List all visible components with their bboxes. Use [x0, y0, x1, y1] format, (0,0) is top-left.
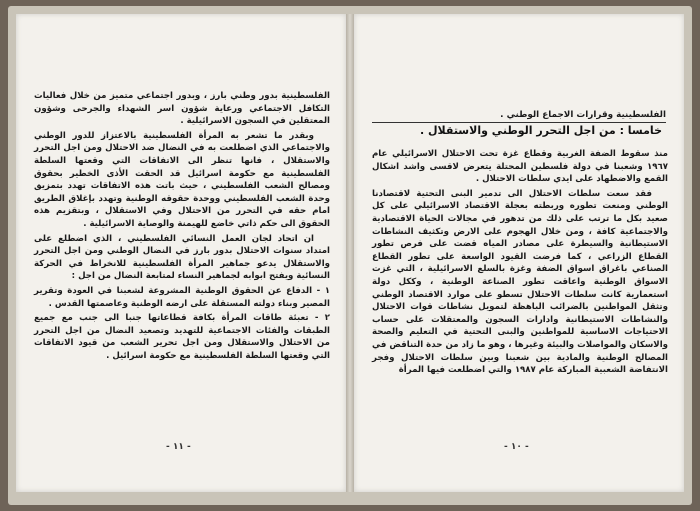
right-paragraph-2: فقد سعت سلطات الاحتلال الى تدمير البنى التحتية لاقتصادنا الوطني ومنعت تطوره وربطته بعجلة الاقتصاد الاسرائيلي على كل صعيد بكل ما ترتب على ذلك من تدهور في مجالات الحياة الاقتصادية والاجتماعية كافة ، ومن خلال الهجوم على الارض وتكثيف النشاطات الاستيطانية والسيطرة على مصادر المياه قضت على فرص تطور القطاع الزراعي ، كما فرضت القيود الواسعة على تطور القطاع الصناعي باغراق اسواق الضفة وغزة بالسلع الاسرائيلية ، التي غزت الاسواق الوطنية واعاقت تطور الصناعة الوطنية ، وككل دولة استعمارية كانت سلطات الاحتلال تسطو على موارد الاقتصاد الوطني وتثقل المواطنين بالضرائب الباهظة لتمويل نشاطات قوات الاحتلال والنشاطات الاستيطانية وادارات السجون والمعتقلات على حساب الاحتياجات الاساسية للمواطنين والبنى التحتية في التعليم والصحة والاسكان والمواصلات والبيئة وغيرها ، وهو ما زاد من حدة التناقض في المصالح الوطنية والمادية بين شعبنا وبين سلطات الاحتلال وفجر الانتفاضة الشعبية المباركة عام ١٩٨٧ والتي اضطلعت فيها المرأة: [372, 188, 668, 376]
right-page: [354, 14, 684, 492]
right-page-number: - ١٠ -: [504, 442, 529, 452]
left-list-item-1: ١ - الدفاع عن الحقوق الوطنية المشروعة لشعبنا في العودة وتقرير المصير وبناء دولته المستقلة على ارضه الوطنية وعاصمتها القدس .: [34, 285, 330, 309]
left-page: [16, 14, 346, 492]
section-title: خامسا : من اجل التحرر الوطني والاستقلال .: [420, 124, 662, 137]
left-list-item-2: ٢ - تعبئة طاقات المرأة بكافة قطاعاتها جنبا الى جنب مع جميع الطبقات والفئات الاجتماعية للتهديد وتصعيد النضال من اجل التحرر من الاحتلال والاستقلال ومن اجل تحرير الشعب من قيود الاتفاقات التي وقعتها السلطة الفلسطينية مع حكومة اسرائيل .: [34, 313, 330, 361]
right-paragraph-1: منذ سقوط الضفة الغربية وقطاع غزة تحت الاحتلال الاسرائيلي عام ١٩٦٧ وشعبنا في دولة فلسطين المحتلة يتعرض لاقسى واشد اشكال القمع والاضطهاد على ايدي سلطات الاحتلال .: [372, 149, 668, 185]
left-paragraph-2: وبقدر ما تشعر به المرأة الفلسطينية بالاعتزاز للدور الوطني والاجتماعي الذي اضطلعت به في النضال ضد الاحتلال ومن اجل التحرر والاستقلال ، فانها تنظر الى الاتفاقات التي وقعتها السلطة الفلسطينية مع حكومة اسرائيل قد الحقت الأذى الخطير بحقوق ومصالح الشعب الفلسطيني ، حيث باتت هذه الاتفاقات تهدد بتمزيق وحدة الشعب الفلسطيني ووحدة حقوقه الوطنية وتهدد بإغلاق الطريق امام حقه في التحرر من الاحتلال وفي الاستقلال ، وبتقزيم هذه الحقوق الى حكم ذاتي خاضع للهيمنة والوصاية الاسرائيلية .: [34, 130, 330, 229]
left-paragraph-1: الفلسطينية بدور وطني بارز ، وبدور اجتماعي متميز من خلال فعاليات التكافل الاجتماعي ورعاية شؤون اسر الشهداء والجرحى وشؤون المعتقلين في السجون الاسرائيلية .: [34, 91, 330, 127]
right-page-body: [372, 148, 668, 379]
left-page-number: - ١١ -: [166, 442, 191, 452]
left-paragraph-3: ان اتحاد لجان العمل النسائي الفلسطيني ، الذي اضطلع على امتداد سنوات الاحتلال بدور بارز في النضال الوطني ومن اجل التحرر والاستقلال يدعو جماهير المرأة الفلسطينية للانخراط في الحركة النسائية ويفتح ابوابه لجماهير النساء لمتابعة النضال من اجل :: [34, 233, 330, 282]
book-gutter: [346, 14, 354, 492]
left-page-body: [34, 90, 330, 364]
running-head: الفلسطينية وقرارات الاجماع الوطني .: [372, 110, 666, 123]
